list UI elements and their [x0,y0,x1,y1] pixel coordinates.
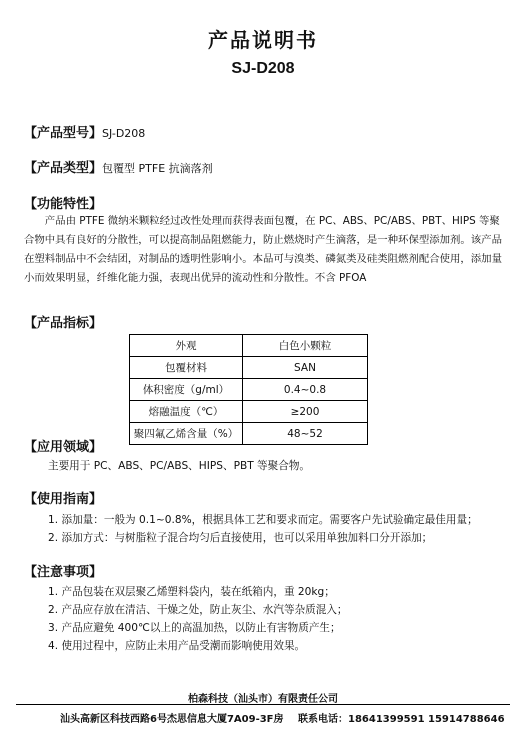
footer-divider [16,704,510,705]
applications-heading: 【应用领域】 [24,440,103,455]
list-item: 2. 添加方式：与树脂粒子混合均匀后直接使用，也可以采用单独加料口分开添加； [48,532,433,544]
spec-value: 白色小颗粒 [243,335,368,357]
spec-value: 48~52 [243,423,368,445]
list-item: 4. 使用过程中，应防止未用产品受潮而影响使用效果。 [48,640,306,652]
spec-value: 0.4~0.8 [243,379,368,401]
table-row [130,423,368,445]
spec-value: SAN [243,357,368,379]
product-model-label: 【产品型号】 [24,126,103,141]
product-type-row [24,161,213,177]
notes-heading: 【注意事项】 [24,565,103,580]
usage-heading: 【使用指南】 [24,492,103,507]
document-model-code: SJ-D208 [231,60,295,77]
table-row [130,379,368,401]
footer-contact: 联系电话：18641399591 15914788646 [298,714,505,725]
footer-company-name: 柏森科技（汕头市）有限责任公司 [188,694,338,705]
document-title: 产品说明书 [208,28,318,52]
table-row [130,357,368,379]
spec-name: 外观 [130,335,243,357]
specs-heading: 【产品指标】 [24,316,103,331]
product-model-row [24,126,145,142]
spec-name: 包覆材料 [130,357,243,379]
specs-table [129,334,368,445]
list-item: 1. 产品包装在双层聚乙烯塑料袋内，装在纸箱内，重 20kg； [48,586,335,598]
spec-name: 聚四氟乙烯含量（%） [130,423,243,445]
table-row [130,335,368,357]
spec-name: 熔融温度（℃） [130,401,243,423]
list-item: 1. 添加量：一般为 0.1~0.8%，根据具体工艺和要求而定。需要客户先试验确定最佳用量； [48,514,478,526]
footer-address: 汕头高新区科技西路6号杰思信息大厦7A09-3F房 [60,714,284,725]
spec-value: ≥200 [243,401,368,423]
list-item: 3. 产品应避免 400℃以上的高温加热，以防止有害物质产生； [48,622,341,634]
list-item: 2. 产品应存放在清洁、干燥之处，防止灰尘、水汽等杂质混入； [48,604,348,616]
applications-text: 主要用于 PC、ABS、PC/ABS、HIPS、PBT 等聚合物。 [48,460,311,472]
table-row [130,401,368,423]
product-type-value: 包覆型 PTFE 抗滴落剂 [102,162,213,175]
product-model-value: SJ-D208 [102,127,146,140]
features-heading: 【功能特性】 [24,197,103,212]
features-text: 产品由 PTFE 微纳米颗粒经过改性处理而获得表面包覆，在 PC、ABS、PC/ABS、PBT、HIPS 等聚合物中具有良好的分散性，可以提高制品阻燃能力，防止燃烧时产生滴落，是一种环保型添加剂。该产品在塑料制品中不会结团，对制品的透明性影响小。本品可与溴类、磷氮类及硅类阻燃剂配合使用，添加量小而效果明显，纤维化能力强，表现出优异的流动性和分散性。不含 PFOA [24,215,502,284]
product-type-label: 【产品类型】 [24,161,103,176]
spec-name: 体积密度（g/ml） [130,379,243,401]
